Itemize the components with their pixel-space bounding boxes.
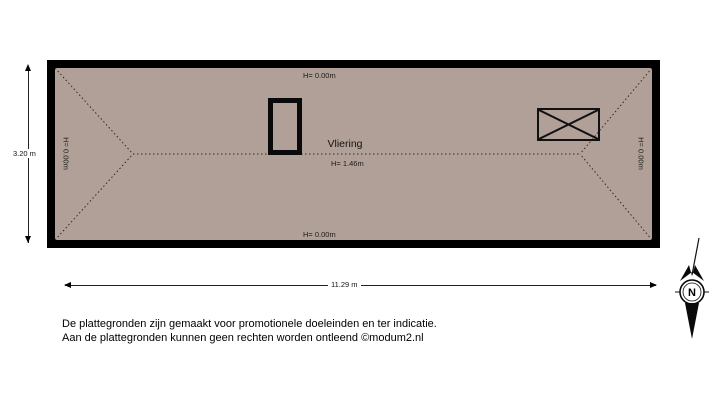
roof-ridge-lines (55, 68, 652, 240)
arrow-down-icon (25, 236, 31, 243)
floor-plan (47, 60, 660, 248)
arrow-right-icon (650, 282, 657, 288)
disclaimer (62, 318, 437, 345)
compass-north-icon (668, 235, 718, 343)
roof-window-symbol (537, 108, 600, 141)
top-height-label: H= 0.00m (303, 71, 336, 80)
room-label: Vliering (327, 138, 363, 150)
roof-window-cross-icon (539, 110, 598, 139)
disclaimer-line-1: De plattegronden zijn gemaakt voor promotionele doeleinden en ter indicatie. (62, 318, 437, 330)
ridge-height-label: H= 1.46m (331, 159, 364, 168)
compass-north-letter: N (688, 287, 696, 299)
left-height-label: H= 0.00m (61, 137, 71, 170)
right-height-label: H= 0.00m (636, 137, 646, 170)
arrow-left-icon (64, 282, 71, 288)
arrow-up-icon (25, 64, 31, 71)
disclaimer-line-2: Aan de plattegronden kunnen geen rechten worden ontleend ©modum2.nl (62, 331, 424, 344)
bottom-height-label: H= 0.00m (303, 230, 336, 239)
width-dimension-label: 11.29 m (328, 280, 361, 289)
height-dimension-label: 3.20 m (10, 149, 39, 158)
chimney-symbol (268, 98, 302, 155)
